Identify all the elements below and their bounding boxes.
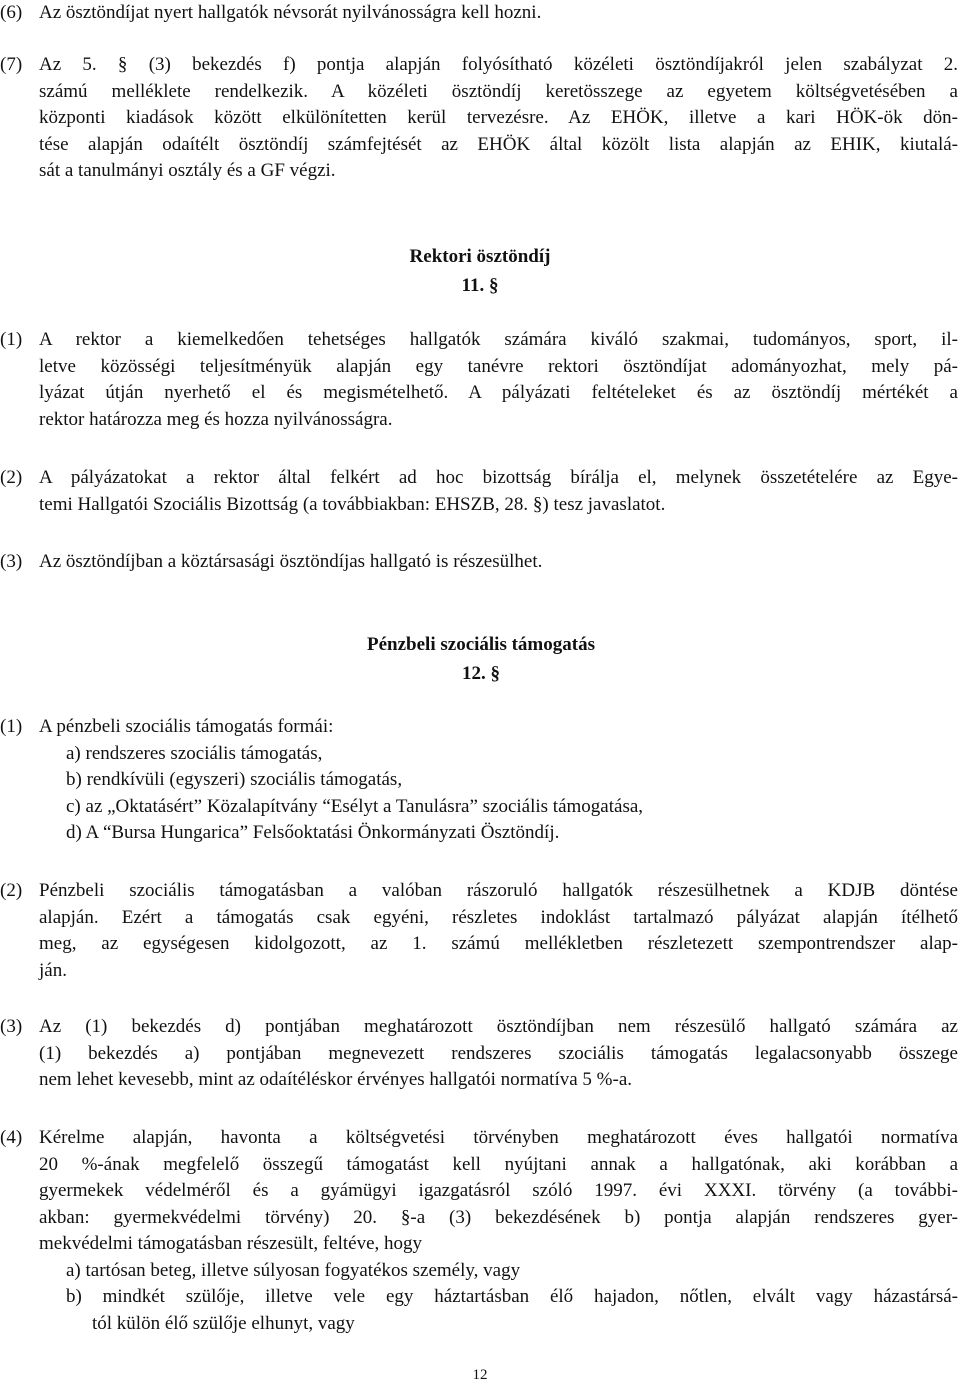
paragraph-text: Az ösztöndíjat nyert hallgatók névsorát nyilvánosságra kell hozni. — [39, 2, 542, 23]
text-line: (1) bekezdés a) pontjában megnevezett rendszeres szociális támogatás legalacsonyabb összege — [39, 1042, 958, 1064]
paragraph-number: (2) — [0, 467, 23, 488]
list-item-continuation: tól külön élő szülője elhunyt, vagy — [92, 1312, 355, 1334]
text-line: temi Hallgatói Szociális Bizottság (a továbbiakban: EHSZB, 28. §) tesz javaslatot. — [39, 493, 666, 515]
paragraph-12-3 — [0, 1014, 960, 1094]
section-number: 12. § — [462, 663, 500, 684]
text-line: ján. — [39, 959, 67, 981]
paragraph-11-3 — [0, 549, 960, 576]
text-line: számú melléklete rendelkezik. A közéleti ösztöndíj keretösszege az egyetem költségvetésében a — [39, 80, 958, 102]
paragraph-number: (3) — [0, 551, 23, 572]
section-title: Rektori ösztöndíj — [409, 246, 551, 267]
text-line: tése alapján odaítélt ösztöndíj számfejtését az EHÖK által közölt lista alapján az EHIK, kiutalá- — [39, 133, 958, 155]
list-item: b) mindkét szülője, illetve vele egy háztartásban élő hajadon, nőtlen, elvált vagy házastársá- — [66, 1286, 958, 1307]
text-line: nem lehet kevesebb, mint az odaítéléskor érvényes hallgatói normatíva 5 %-a. — [39, 1069, 633, 1090]
paragraph-number: (4) — [0, 1127, 23, 1148]
text-line: 20 %-ának megfelelő összegű támogatást kell nyújtani annak a hallgatónak, aki korábban a — [39, 1153, 958, 1175]
text-line: meg, az egységesen kidolgozott, az 1. számú mellékletben részletezett szempontrendszer alap- — [39, 933, 958, 954]
text-line: akban: gyermekvédelmi törvény) 20. §-a (3) bekezdésének b) pontja alapján rendszeres gyer- — [39, 1206, 958, 1228]
section-number: 11. § — [461, 275, 499, 296]
paragraph-text: A pénzbeli szociális támogatás formái: — [39, 716, 334, 737]
text-line: Kérelme alapján, havonta a költségvetési törvényben meghatározott éves hallgatói normatíva — [39, 1127, 958, 1148]
list-item: c) az „Oktatásért” Közalapítvány “Esélyt a Tanulásra” szociális támogatása, — [66, 795, 644, 817]
paragraph-6 — [0, 0, 960, 27]
text-line: A rektor a kiemelkedően tehetséges hallgatók számára kiváló szakmai, tudományos, sport, il- — [39, 329, 958, 350]
text-line: rektor határozza meg és hozza nyilvánosságra. — [39, 408, 393, 430]
paragraph-number: (7) — [0, 54, 23, 75]
section-title: Pénzbeli szociális támogatás — [367, 634, 595, 655]
text-line: Az (1) bekezdés d) pontjában meghatározott ösztöndíjban nem részesülő hallgató számára az — [39, 1016, 958, 1037]
text-line: sát a tanulmányi osztály és a GF végzi. — [39, 160, 336, 181]
paragraph-number: (3) — [0, 1016, 23, 1037]
paragraph-text: Az ösztöndíjban a köztársasági ösztöndíjas hallgató is részesülhet. — [39, 551, 543, 572]
page-number: 12 — [472, 1367, 488, 1383]
text-line: Az 5. § (3) bekezdés f) pontja alapján folyósítható közéleti ösztöndíjakról jelen szabályzat 2. — [39, 54, 958, 75]
paragraph-12-4 — [0, 1125, 960, 1337]
text-line: A pályázatokat a rektor által felkért ad hoc bizottság bírálja el, melynek összetételére az Egye- — [39, 467, 958, 488]
paragraph-number: (1) — [0, 716, 23, 737]
list-item: b) rendkívüli (egyszeri) szociális támogatás, — [66, 769, 403, 790]
list-item: d) A “Bursa Hungarica” Felsőoktatási Önkormányzati Ösztöndíj. — [66, 822, 560, 843]
paragraph-12-1 — [0, 714, 960, 847]
text-line: lyázat útján nyerhető el és megismételhető. A pályázati feltételeket és az ösztöndíj mértékét a — [39, 382, 958, 403]
text-line: Pénzbeli szociális támogatásban a valóban rászoruló hallgatók részesülhetnek a KDJB döntése — [39, 880, 958, 901]
paragraph-7 — [0, 52, 960, 185]
text-line: gyermekek védelméről és a gyámügyi igazgatásról szóló 1997. évi XXXI. törvény (a további- — [39, 1180, 958, 1201]
list-item: a) tartósan beteg, illetve súlyosan fogyatékos személy, vagy — [66, 1259, 521, 1281]
text-line: központi kiadások között elkülönítetten kerül tervezésre. Az EHÖK, illetve a kari HÖK-ök dön- — [39, 107, 958, 128]
paragraph-12-2 — [0, 878, 960, 984]
list-item: a) rendszeres szociális támogatás, — [66, 742, 323, 764]
text-line: letve közösségi teljesítményük alapján egy tanévre rektori ösztöndíjat adományozhat, mely pá- — [39, 355, 958, 377]
paragraph-11-1 — [0, 327, 960, 433]
paragraph-number: (1) — [0, 329, 23, 350]
text-line: mekvédelmi támogatásban részesült, feltéve, hogy — [39, 1233, 423, 1254]
paragraph-11-2 — [0, 465, 960, 518]
paragraph-number: (2) — [0, 880, 23, 901]
paragraph-number: (6) — [0, 2, 23, 23]
text-line: alapján. Ezért a támogatás csak egyéni, részletes indoklást tartalmazó pályázat alapján ítélhető — [39, 906, 958, 928]
